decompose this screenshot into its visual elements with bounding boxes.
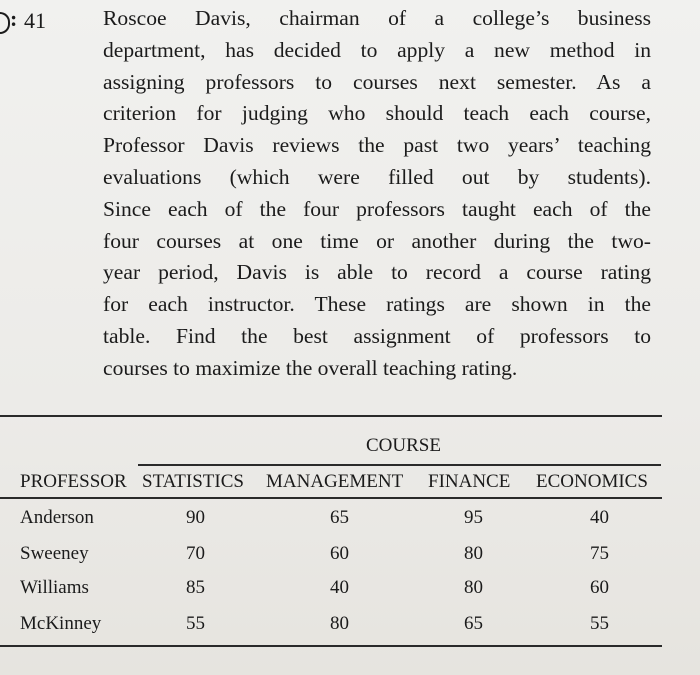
question-number-text: 41	[24, 8, 46, 33]
problem-line: Since each of the four professors taught each of the	[103, 196, 651, 221]
problem-line: for each instructor. These ratings are shown in the	[103, 292, 651, 317]
table-bottom-rule	[0, 645, 662, 647]
problem-line: department, has decided to apply a new method in	[103, 37, 651, 62]
table-row	[0, 506, 700, 536]
table-row	[0, 612, 700, 642]
problem-line: courses to maximize the overall teaching rating.	[103, 355, 518, 380]
problem-line: criterion for judging who should teach each course,	[103, 101, 651, 126]
professor-name: Anderson	[20, 507, 94, 528]
professor-name: Sweeney	[20, 543, 89, 564]
professor-name: Williams	[20, 577, 89, 598]
problem-line: table. Find the best assignment of professors to	[103, 323, 651, 348]
header-management: MANAGEMENT	[266, 471, 404, 492]
professor-name: McKinney	[20, 613, 102, 634]
course-group-label: COURSE	[366, 435, 441, 456]
statistics-rating: 85	[186, 577, 205, 598]
problem-line: four courses at one time or another during the two-	[103, 228, 651, 253]
problem-statement	[103, 3, 651, 385]
header-professor: PROFESSOR	[20, 471, 127, 492]
finance-rating: 95	[464, 507, 483, 528]
finance-rating: 80	[464, 577, 483, 598]
finance-rating: 80	[464, 543, 483, 564]
header-economics: ECONOMICS	[536, 471, 648, 492]
economics-rating: 55	[590, 613, 609, 634]
statistics-rating: 70	[186, 543, 205, 564]
question-number	[0, 8, 46, 34]
question-marker-icon	[0, 8, 12, 34]
header-statistics: STATISTICS	[142, 471, 244, 492]
problem-line: assigning professors to courses next semester. As a	[103, 69, 651, 94]
management-rating: 60	[330, 543, 349, 564]
course-group-rule	[138, 464, 661, 466]
header-finance: FINANCE	[428, 471, 511, 492]
table-top-rule	[0, 415, 662, 417]
table-row	[0, 576, 700, 606]
economics-rating: 40	[590, 507, 609, 528]
table-header-rule	[0, 497, 662, 499]
management-rating: 65	[330, 507, 349, 528]
economics-rating: 60	[590, 577, 609, 598]
management-rating: 40	[330, 577, 349, 598]
problem-line: evaluations (which were filled out by students).	[103, 164, 651, 189]
management-rating: 80	[330, 613, 349, 634]
table-row	[0, 542, 700, 572]
statistics-rating: 90	[186, 507, 205, 528]
problem-line: year period, Davis is able to record a course rating	[103, 260, 651, 285]
problem-line: Roscoe Davis, chairman of a college’s business	[103, 6, 651, 30]
economics-rating: 75	[590, 543, 609, 564]
statistics-rating: 55	[186, 613, 205, 634]
finance-rating: 65	[464, 613, 483, 634]
problem-line: Professor Davis reviews the past two years’ teaching	[103, 133, 651, 158]
